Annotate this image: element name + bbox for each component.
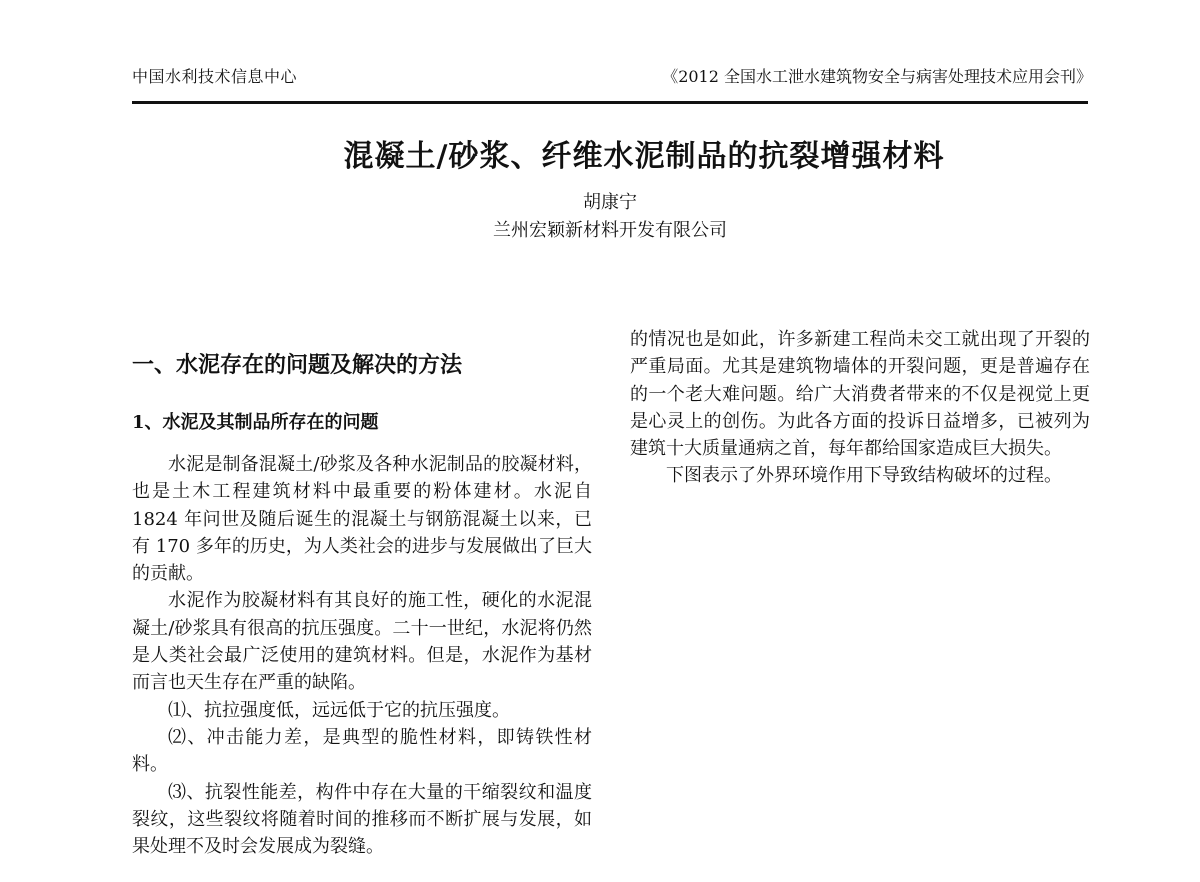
- continued-paragraph: 的情况也是如此，许多新建工程尚未交工就出现了开裂的严重局面。尤其是建筑物墙体的开裂问题，更是普遍存在的一个老大难问题。给广大消费者带来的不仅是视觉上更是心灵上的创伤。为此各方面的投诉日益增多，已被列为建筑十大质量通病之首，每年都给国家造成巨大损失。: [630, 329, 1090, 460]
- defect-item-2: ⑵、冲击能力差，是典型的脆性材料，即铸铁性材料。: [132, 726, 592, 776]
- figure-intro-paragraph: 下图表示了外界环境作用下导致结构破坏的过程。: [666, 465, 1062, 487]
- right-column: [630, 326, 1090, 490]
- running-header-proceedings: 《2012 全国水工泄水建筑物安全与病害处理技术应用会刊》: [662, 67, 1092, 86]
- body-paragraph-1: 水泥是制备混凝土/砂浆及各种水泥制品的胶凝材料，也是土木工程建筑材料中最重要的粉体建材。水泥自 1824 年问世及随后诞生的混凝土与钢筋混凝土以来，已有 170 多年的历史，为人类社会的进步与发展做出了巨大的贡献。: [132, 454, 592, 585]
- left-column: [132, 345, 592, 860]
- body-paragraph-2: 水泥作为胶凝材料有其良好的施工性，硬化的水泥混凝土/砂浆具有很高的抗压强度。二十一世纪，水泥将仍然是人类社会最广泛使用的建筑材料。但是，水泥作为基材而言也天生存在严重的缺陷。: [132, 590, 592, 694]
- running-header-source: 中国水利技术信息中心: [132, 67, 298, 86]
- paper-title: 混凝土/砂浆、纤维水泥制品的抗裂增强材料: [343, 139, 945, 174]
- defect-item-1: ⑴、抗拉强度低，远远低于它的抗压强度。: [168, 699, 510, 721]
- subsection-heading: 1、水泥及其制品所存在的问题: [132, 412, 379, 433]
- defect-item-3: ⑶、抗裂性能差，构件中存在大量的干缩裂纹和温度裂纹，这些裂纹将随着时间的推移而不断扩展与发展，如果处理不及时会发展成为裂缝。: [132, 781, 592, 858]
- author-name: 胡康宁: [583, 192, 637, 213]
- author-affiliation: 兰州宏颖新材料开发有限公司: [493, 220, 727, 241]
- section-heading: 一、水泥存在的问题及解决的方法: [132, 352, 463, 378]
